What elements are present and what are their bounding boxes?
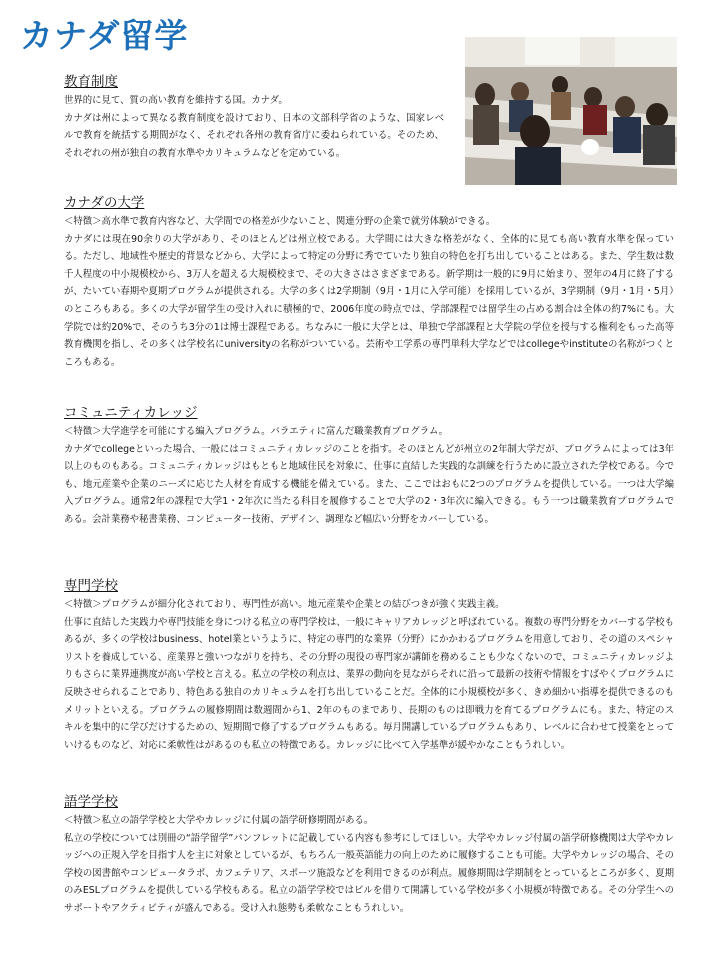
section-heading: コミュニティカレッジ: [64, 405, 198, 421]
section-paragraph: カナダには現在90余りの大学があり、そのほとんどは州立校である。大学間には大きな格差がなく、全体的に見ても高い教育水準を保っている。ただし、地域性や歴史的背景などから、大学によって特定の分野に秀でていたり独自の特色を打ち出していることはある。また、学生数は数千人程度の中小規模校から、3万人を超える大規模校まで、その大きさはさまざまである。新学期は一般的に9月に始まり、翌年の4月に終了するが、たいてい春期や夏期プログラムが提供される。大学の多くは2学期制（9月・1月に入学可能）を採用しているが、3学期制（9月・1月・5月）のところもある。多くの大学が留学生の受け入れに積極的で、2006年度の時点では、学部課程では留学生の占める割合は全体の約7%にも。大学院では約20%で、そのうち3分の1は博士課程である。ちなみに一般に大学とは、単独で学部課程と大学院の学位を授与する権利をもった高等教育機関を指し、その多くは学校名にuniversityの名称がついている。芸術や工学系の専門単科大学などではcollegeやinstituteの名称がつくところもある。: [64, 233, 674, 368]
section-paragraph: ＜特徴＞プログラムが細分化されており、専門性が高い。地元産業や企業との結びつきが強く実践主義。: [64, 599, 505, 610]
section-language-school: [64, 792, 674, 918]
section-heading: カナダの大学: [64, 195, 145, 211]
section-education-system: [64, 72, 444, 162]
section-heading: 語学学校: [64, 794, 118, 810]
section-paragraph: 仕事に直結した実践力や専門技能を身につける私立の専門学校は、一般にキャリアカレッジと呼ばれている。複数の専門分野をカバーする学校もあるが、多くの学校はbusiness、hotel業というように、特定の専門的な業界（分野）にかかわるプログラムを用意しており、その道のスペシャリストを養成している、産業界と強いつながりを持ち、その分野の現役の専門家が講師を務めることも少なくないので、コミュニティカレッジよりもさらに業界連携度が高い学校と言える。私立の学校の利点は、業界の動向を見ながらそれに沿って最新の技術や情報をすばやくプログラムに反映させられることであり、特色ある独自のカリキュラムを打ち出していることだ。全体的に小規模校が多く、きめ細かい指導を提供できるのもメリットといえる。プログラムの履修期間は数週間から1、2年のものまであり、長期のものは即戦力を育てるプログラムにも。また、特定のスキルを集中的に学びだけするための、短期間で修了するプログラムもある。毎月開講しているプログラムもあり、レベルに合わせて授業をとっていけるものなど、対応に柔軟性はがあるのも私立の特徴である。カレッジに比べて入学基準が緩やかなこともうれしい。: [64, 616, 674, 751]
classroom-photo: [465, 37, 677, 185]
section-paragraph: ＜特徴＞大学進学を可能にする編入プログラム。バラエティに富んだ職業教育プログラム。: [64, 426, 449, 437]
section-paragraph: ＜特徴＞私立の語学学校と大学やカレッジに付属の語学研修期間がある。: [64, 815, 374, 826]
section-canadian-universities: [64, 193, 674, 371]
section-paragraph: カナダでcollegeといった場合、一般にはコミュニティカレッジのことを指す。そのほとんどが州立の2年制大学だが、プログラムによっては3年以上のものもある。コミュニティカレッジはもともと地域住民を対象に、仕事に直結した実践的な訓練を行うために設立された学校である。今でも、地元産業や企業のニーズに応じた人材を育成する機能を備えている。また、ここではおもに2つのプログラムを提供している。一つは大学編入プログラム。通常2年の課程で大学1・2年次に当たる科目を履修することで大学の2・3年次に編入できる。もう一つは職業教育プログラムである。会計業務や秘書業務、コンピューター技術、デザイン、調理など幅広い分野をカバーしている。: [64, 443, 674, 525]
section-heading: 専門学校: [64, 578, 118, 594]
section-paragraph: カナダは州によって異なる教育制度を設けており、日本の文部科学省のような、国家レベルで教育を統括する期間がなく、それぞれ各州の教育省庁に委ねられている。そのため、それぞれの州が独自の教育水準やカリキュラムなどを定めている。: [64, 112, 444, 159]
section-vocational-school: [64, 576, 674, 754]
section-paragraph: ＜特徴＞高水準で教育内容など、大学間での格差が少ないこと、関連分野の企業で就労体験ができる。: [64, 216, 496, 227]
section-community-college: [64, 403, 674, 529]
section-heading: 教育制度: [64, 74, 118, 90]
page-title: カナダ留学: [20, 16, 189, 55]
section-paragraph: 世界的に見て、質の高い教育を維持する国。カナダ。: [64, 95, 288, 106]
section-paragraph: 私立の学校については別冊の“語学留学”パンフレットに記載している内容も参考にしてほしい。大学やカレッジ付属の語学研修機関は大学やカレッジへの正規入学を目指す人を主に対象としているが、もちろん一般英語能力の向上のために履修することも可能。大学やカレッジの場合、その学校の図書館やコンピュータラボ、カフェテリア、スポーツ施設などを利用できるのが利点。履修期間は学期制をとっているところが多く、夏期のみESLプログラムを提供している学校もある。私立の語学学校ではビルを借りて開講している学校が多く小規模が特徴である。その分学生へのサポートやアクティビティが盛んである。受け入れ態勢も柔軟なこともうれしい。: [64, 832, 674, 914]
